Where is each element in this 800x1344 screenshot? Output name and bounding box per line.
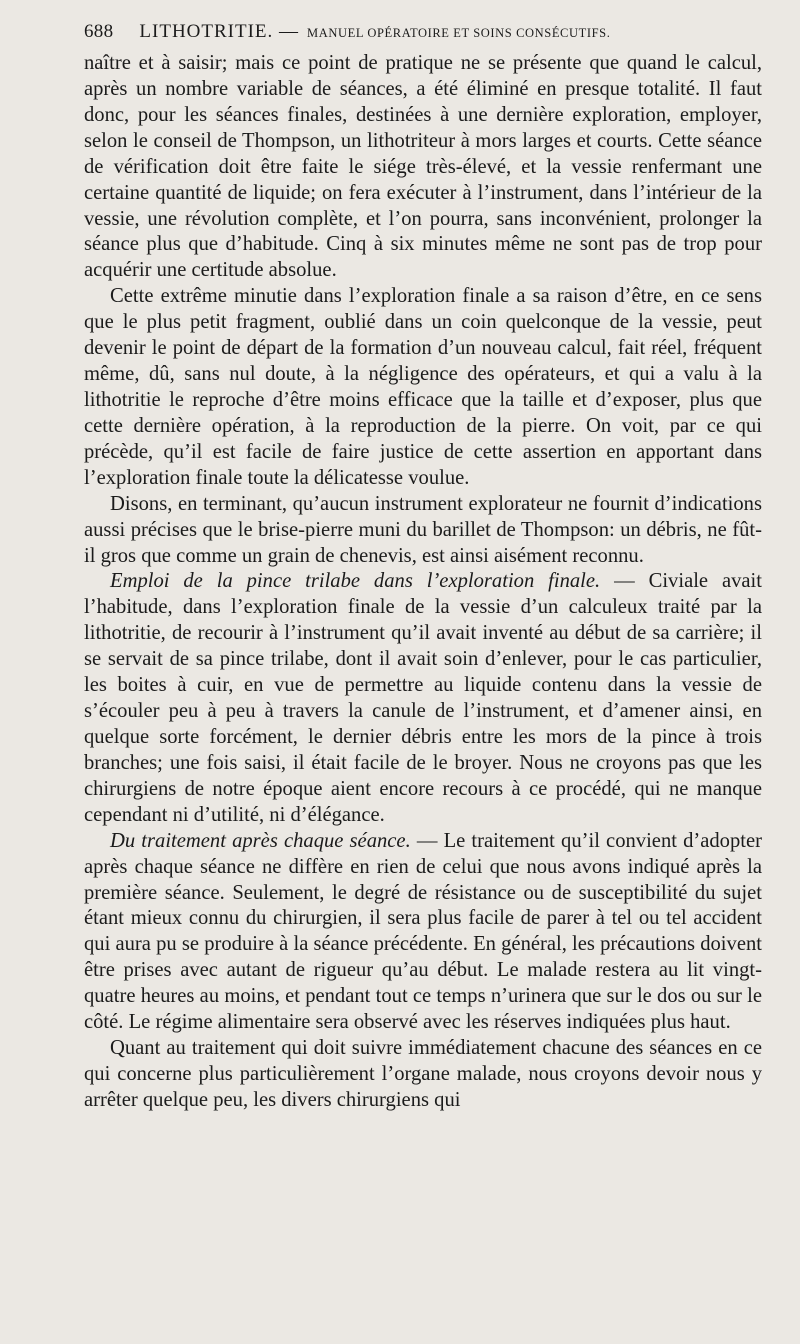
body-text bbox=[84, 51, 762, 1114]
paragraph-text: — Le traitement qu’il convient d’adopter après chaque séance ne diffère en rien de celui que nous avons indiqué après la première séance. Seulement, le degré de résistance ou de susceptibilité du sujet étant mieux connu du chirurgien, il sera plus facile de parer à tel ou tel accident qui aura pu se produire à la séance précédente. En général, les précautions doivent être prises avec autant de rigueur qu’au début. Le malade restera au lit vingt-quatre heures au moins, et pendant tout ce temps n’urinera que sur le dos ou sur le côté. Le régime alimentaire sera observé avec les réserves indiquées plus haut. bbox=[84, 829, 762, 1034]
running-head bbox=[84, 18, 762, 47]
paragraph-text: Disons, en terminant, qu’aucun instrument explorateur ne fournit d’indications aussi précises que le brise-pierre muni du barillet de Thompson: un débris, ne fût-il gros que comme un grain de chenevis, est ainsi aisément reconnu. bbox=[84, 492, 762, 567]
paragraph bbox=[84, 492, 762, 570]
paragraph bbox=[84, 829, 762, 1036]
page-number: 688 bbox=[84, 21, 114, 42]
paragraph-text: — Civiale avait l’habitude, dans l’exploration finale de la vessie d’un calculeux traité par la lithotritie, de recourir à l’instrument qu’il avait inventé au début de sa carrière; il se servait de sa pince trilabe, dont il avait soin d’enlever, pour le cas particulier, les boites à cuir, en vue de permettre au liquide contenu dans la vessie de s’écouler peu à peu à travers la canule de l’instrument, et d’amener ainsi, en quelque sorte forcément, le dernier débris entre les mors de la pince à trois branches; une fois saisi, il était facile de le broyer. Nous ne croyons pas que les chirurgiens de notre époque aient encore recours à ce procédé, qui ne manque cependant ni d’utilité, ni d’élégance. bbox=[84, 570, 762, 826]
run-in-heading: Emploi de la pince trilabe dans l’exploration finale. bbox=[110, 570, 601, 593]
paragraph bbox=[84, 284, 762, 491]
run-in-heading: Du traitement après chaque séance. bbox=[110, 829, 411, 852]
section-subtitle: MANUEL OPÉRATOIRE ET SOINS CONSÉCUTIFS. bbox=[307, 26, 611, 40]
paragraph bbox=[84, 1036, 762, 1114]
paragraph-text: naître et à saisir; mais ce point de pratique ne se présente que quand le calcul, après un nombre variable de séances, a été éliminé en presque totalité. Il faut donc, pour les séances finales, destinées à une dernière exploration, employer, selon le conseil de Thompson, un lithotriteur à mors larges et courts. Cette séance de vérification doit être faite le siége très-élevé, et la vessie renfermant une certaine quantité de liquide; on fera exécuter à l’instrument, dans l’intérieur de la vessie, une révolution complète, et l’on pourra, sans inconvénient, prolonger la séance plus que d’habitude. Cinq à six minutes même ne sont pas de trop pour acquérir une certitude absolue. bbox=[84, 52, 762, 282]
book-page bbox=[84, 18, 762, 1114]
paragraph-continuation bbox=[84, 51, 762, 284]
section-title: LITHOTRITIE. — bbox=[139, 21, 300, 42]
paragraph-text: Cette extrême minutie dans l’exploration finale a sa raison d’être, en ce sens que le plus petit fragment, oublié dans un coin quelconque de la vessie, peut devenir le point de départ de la formation d’un nouveau calcul, fait réel, fréquent même, dû, sans nul doute, à la négligence des opérateurs, et qui a valu à la lithotritie le reproche d’être moins efficace que la taille et d’exposer, plus que cette dernière opération, à la reproduction de la pierre. On voit, par ce qui précède, qu’il est facile de faire justice de cette assertion en apportant dans l’exploration finale toute la délicatesse voulue. bbox=[84, 285, 762, 489]
paragraph-text: Quant au traitement qui doit suivre immédiatement chacune des séances en ce qui concerne plus particulièrement l’organe malade, nous croyons devoir nous y arrêter quelque peu, les divers chirurgiens qui bbox=[84, 1037, 762, 1111]
paragraph bbox=[84, 569, 762, 828]
